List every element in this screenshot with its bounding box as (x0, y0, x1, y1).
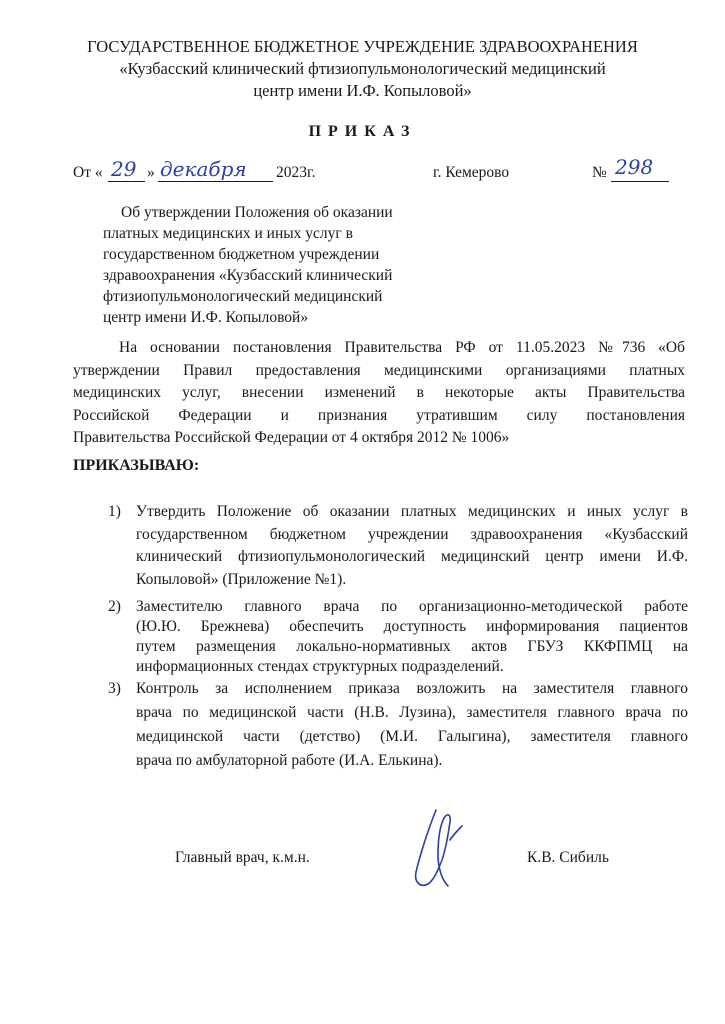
subject-line: здравоохранения «Кузбасский клинический (103, 267, 393, 284)
item-line: информационных стендах структурных подразделений. (136, 658, 504, 675)
basis-paragraph (73, 337, 685, 450)
date-prefix: От « (73, 164, 103, 181)
subject-line: Об утверждении Положения об оказании (121, 204, 393, 221)
subject-line: платных медицинских и иных услуг в (103, 225, 353, 242)
org-line-1: ГОСУДАРСТВЕННОЕ БЮДЖЕТНОЕ УЧРЕЖДЕНИЕ ЗДРАВООХРАНЕНИЯ (87, 37, 638, 56)
date-mid: » (147, 164, 155, 181)
item-number: 3) (108, 680, 121, 697)
item-line: клинический фтизиопульмонологический медицинский центр имени И.Ф. (136, 548, 688, 565)
item-line: врача по амбулаторной работе (И.А. Елькина). (136, 752, 443, 769)
handwritten-signature (398, 800, 488, 900)
day-underline (108, 181, 145, 182)
city: г. Кемерово (433, 164, 510, 181)
item-line: путем размещения локально-нормативных актов ГБУЗ ККФПМЦ на (136, 638, 688, 655)
number-underline (611, 181, 669, 182)
item-line: врача по медицинской части (Н.В. Лузина), заместителя главного врача по (136, 704, 688, 721)
subject-line: государственном бюджетном учреждении (103, 246, 380, 263)
signer-name: К.В. Сибиль (527, 849, 609, 866)
org-name (40, 36, 685, 102)
order-number: 298 (615, 155, 654, 179)
date-year: 2023г. (276, 164, 316, 181)
basis-line: На основании постановления Правительства РФ от 11.05.2023 №736 «Об (119, 339, 685, 356)
date-day: 29 (111, 157, 137, 181)
item-line: Контроль за исполнением приказа возложить на заместителя главного (136, 680, 688, 697)
number-prefix: № (592, 164, 607, 181)
item-line: Копыловой» (Приложение №1). (136, 570, 347, 588)
basis-line: Правительства Российской Федерации от 4 октября 2012 № 1006» (73, 429, 510, 446)
org-line-3: центр имени И.Ф. Копыловой» (253, 81, 472, 100)
basis-line: утверждении Правил предоставления медицинскими организациями платных (73, 361, 685, 379)
basis-line: Российской Федерации и признания утратившим силу постановления (73, 406, 685, 424)
item-number: 2) (108, 598, 121, 615)
order-subject (103, 202, 453, 328)
item-line: медицинской части (детство) (М.И. Галыгина), заместителя главного (136, 728, 688, 745)
item-number: 1) (108, 503, 121, 520)
basis-line: медицинских услуг, внесении изменений в некоторые акты Правительства (73, 384, 685, 401)
item-line: Заместителю главного врача по организационно-методической работе (136, 598, 688, 615)
item-line: (Ю.Ю. Брежнева) обеспечить доступность информирования пациентов (136, 618, 688, 635)
signer-position: Главный врач, к.м.н. (175, 849, 310, 866)
subject-line: центр имени И.Ф. Копыловой» (103, 309, 309, 326)
document-title: ПРИКАЗ (308, 123, 417, 140)
item-line: Утвердить Положение об оказании платных медицинских и иных услуг в (136, 503, 688, 520)
month-underline (158, 181, 273, 182)
item-line: государственном бюджетном учреждении здравоохранения «Кузбасский (136, 525, 688, 543)
org-line-2: «Кузбасский клинический фтизиопульмонологический медицинский (119, 59, 606, 78)
subject-line: фтизиопульмонологический медицинский (103, 288, 383, 305)
order-keyword: ПРИКАЗЫВАЮ: (73, 457, 200, 474)
date-month: декабря (160, 157, 247, 181)
